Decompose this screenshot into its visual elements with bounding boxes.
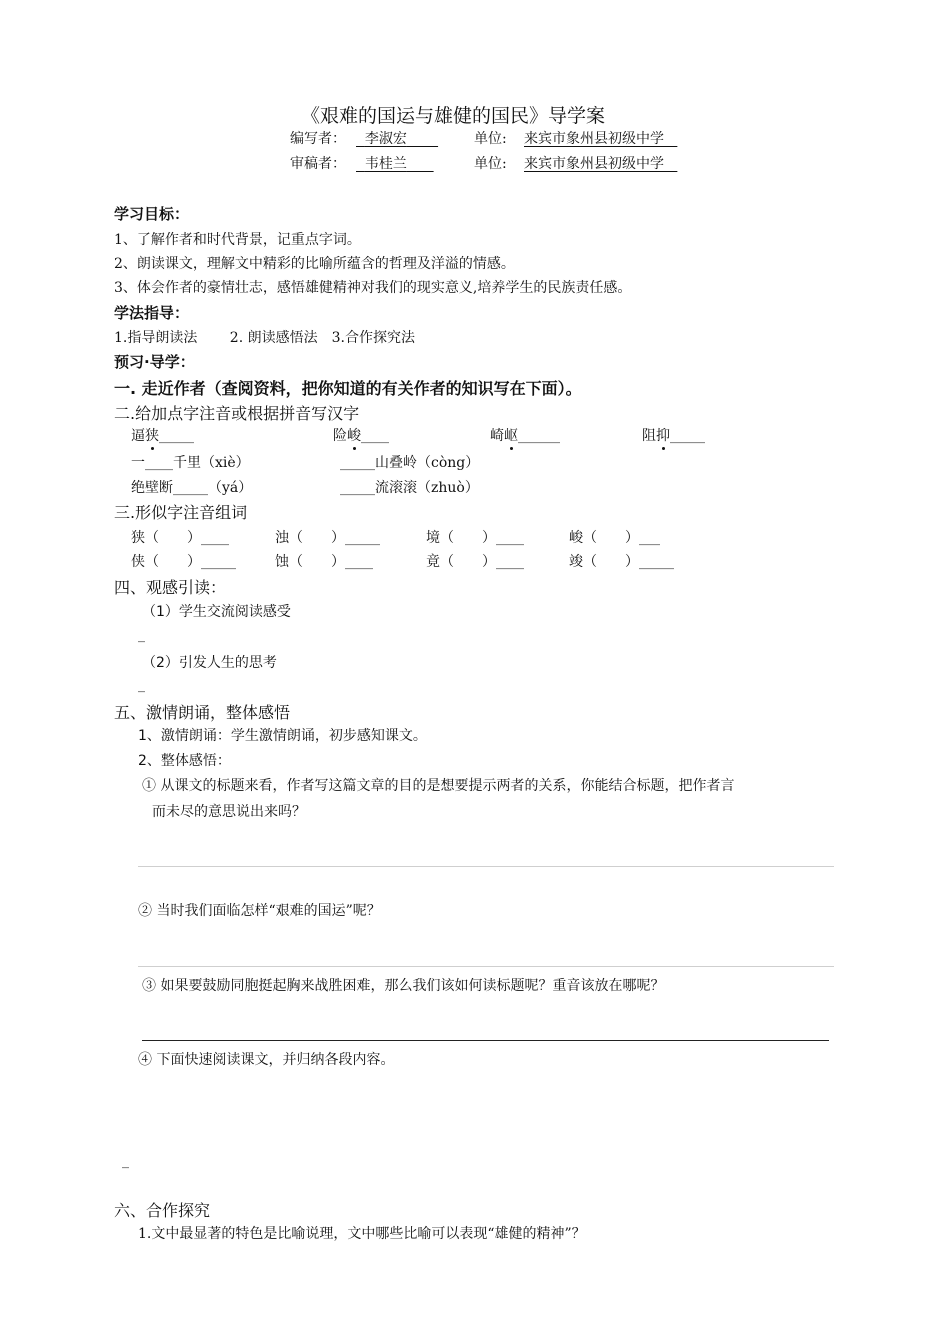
page-title: 《艰难的国运与雄健的国民》导学案: [301, 105, 606, 127]
pinyin-item: 一____千里（xiè）: [131, 455, 250, 471]
goals-heading: 学习目标：: [114, 205, 190, 223]
section2-heading: 二.给加点字注音或根据拼音写汉字: [114, 404, 360, 423]
section5-heading: 五、激情朗诵，整体感悟: [114, 703, 291, 722]
author-name: 李淑宏: [364, 131, 407, 147]
answer-line: [138, 966, 834, 967]
answer-dash: _: [138, 627, 145, 643]
pinyin-item: 逼狭_____: [131, 425, 194, 445]
methods-heading: 学法指导：: [114, 304, 190, 322]
similar-char-item: 狭（ ）____: [131, 530, 229, 546]
unit-name: 来宾市象州县初级中学: [524, 131, 664, 147]
similar-char-item: 境（ ）____: [426, 530, 524, 546]
question-1: ① 从课文的标题来看，作者写这篇文章的目的是想要提示两者的关系，你能结合标题，把作者言: [142, 778, 735, 794]
question-2: ② 当时我们面临怎样“艰难的国运”呢？: [138, 903, 381, 919]
author-label: 编写者：: [290, 131, 346, 147]
reviewer-name: 韦桂兰: [364, 156, 407, 172]
pinyin-item: _____山叠岭（còng）: [340, 455, 480, 471]
question-4: ④ 下面快速阅读课文，并归纳各段内容。: [138, 1052, 395, 1068]
unit-label-2: 单位:: [474, 156, 507, 172]
pinyin-item: 绝壁断_____（yá）: [131, 480, 253, 496]
methods-text: 1.指导朗读法 2. 朗读感悟法 3.合作探究法: [114, 330, 415, 346]
answer-line: [138, 866, 834, 867]
pinyin-item: 崎岖______: [490, 425, 560, 445]
perceive-item: 2、整体感悟：: [138, 753, 231, 769]
unit-label: 单位:: [474, 131, 507, 147]
section4-heading: 四、观感引读：: [114, 578, 227, 597]
answer-line: [142, 1040, 829, 1041]
reading-item: （2）引发人生的思考: [142, 655, 277, 671]
question-3: ③ 如果要鼓励同胞挺起胸来战胜困难，那么我们该如何读标题呢？重音该放在哪呢？: [142, 978, 665, 994]
reviewer-label: 审稿者：: [290, 156, 346, 172]
similar-char-item: 侠（ ）_____: [131, 554, 236, 570]
similar-char-item: 峻（ ）___: [569, 530, 660, 546]
recite-item: 1、激情朗诵：学生激情朗诵，初步感知课文。: [138, 728, 427, 744]
section3-heading: 三.形似字注音组词: [114, 503, 248, 522]
pinyin-item: _____流滚滚（zhuò）: [340, 480, 479, 496]
pinyin-item: 险峻____: [333, 425, 389, 445]
answer-dash: _: [122, 1153, 129, 1169]
question-1-cont: 而未尽的意思说出来吗？: [152, 804, 306, 820]
similar-char-item: 竣（ ）_____: [569, 554, 674, 570]
unit-name-2: 来宾市象州县初级中学: [524, 156, 664, 172]
goal-item: 1、了解作者和时代背景，记重点字词。: [114, 232, 361, 248]
preview-heading: 预习·导学：: [114, 353, 195, 371]
goal-item: 3、体会作者的豪情壮志，感悟雄健精神对我们的现实意义,培养学生的民族责任感。: [114, 280, 632, 296]
pinyin-item: 阻抑_____: [642, 425, 705, 445]
answer-dash: _: [138, 677, 145, 693]
similar-char-item: 浊（ ）_____: [275, 530, 380, 546]
goal-item: 2、朗读课文，理解文中精彩的比喻所蕴含的哲理及洋溢的情感。: [114, 256, 515, 272]
inquiry-item: 1.文中最显著的特色是比喻说理，文中哪些比喻可以表现“雄健的精神”？: [138, 1226, 586, 1242]
reading-item: （1）学生交流阅读感受: [142, 604, 291, 620]
section1-heading: 一. 走近作者（查阅资料，把你知道的有关作者的知识写在下面）。: [114, 379, 582, 398]
similar-char-item: 蚀（ ）____: [275, 554, 373, 570]
section6-heading: 六、合作探究: [114, 1201, 211, 1220]
similar-char-item: 竟（ ）____: [426, 554, 524, 570]
